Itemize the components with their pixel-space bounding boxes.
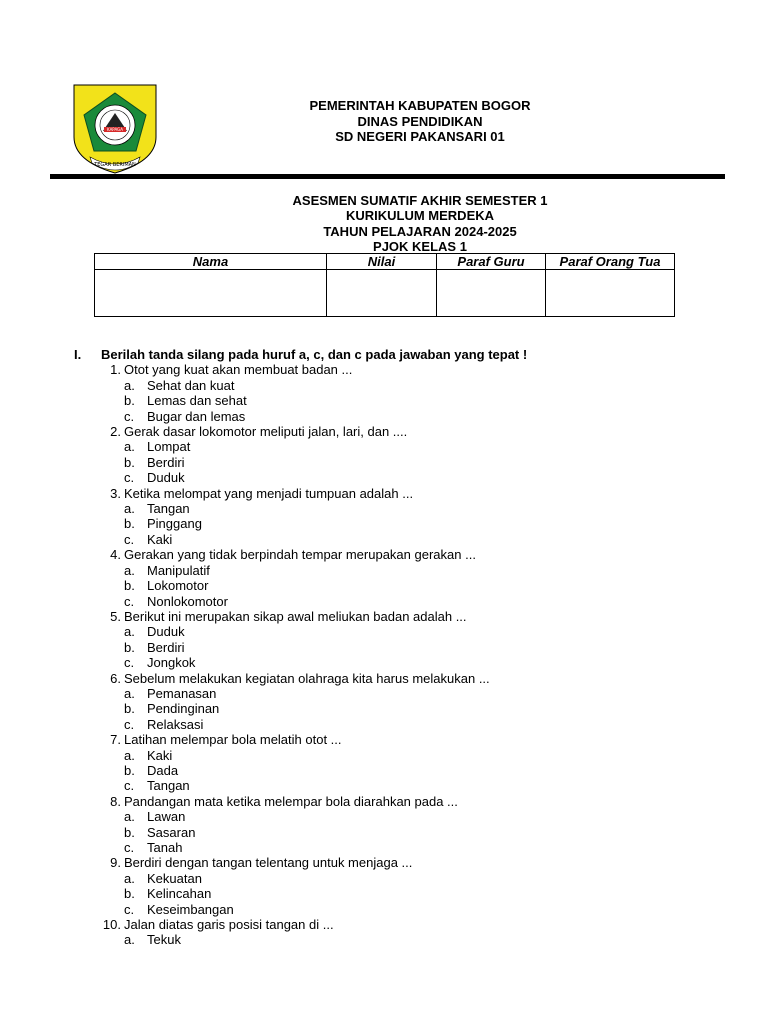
option-letter: c. — [124, 408, 135, 424]
option-letter: b. — [124, 578, 135, 594]
section-instruction — [74, 347, 527, 362]
option-letter: b. — [124, 393, 135, 409]
option-letter: c. — [124, 901, 135, 917]
question-text: Latihan melempar bola melatih otot ... — [124, 732, 342, 748]
option-text: Dada — [147, 762, 179, 778]
question-number: 10. — [102, 917, 121, 933]
question-section — [74, 347, 527, 948]
question-item — [74, 486, 527, 501]
answer-option[interactable] — [74, 886, 527, 901]
option-letter: a. — [124, 439, 135, 455]
answer-option[interactable] — [74, 871, 527, 886]
option-text: Manipulatif — [147, 562, 210, 578]
option-letter: c. — [124, 840, 135, 855]
answer-option[interactable] — [74, 640, 527, 655]
question-number: 2. — [110, 424, 121, 440]
student-identity-table — [94, 253, 675, 317]
question-item — [74, 609, 527, 624]
option-letter: c. — [124, 593, 135, 609]
paraf-orang-tua-field[interactable] — [546, 270, 675, 317]
option-text: Sehat dan kuat — [147, 377, 235, 393]
answer-option[interactable] — [74, 532, 527, 547]
option-text: Bugar dan lemas — [147, 408, 246, 424]
answer-option[interactable] — [74, 902, 527, 917]
nama-field[interactable] — [95, 270, 327, 317]
question-item — [74, 424, 527, 439]
option-letter: c. — [124, 531, 135, 547]
option-letter: a. — [124, 932, 135, 948]
header-nilai: Nilai — [327, 254, 437, 270]
answer-option[interactable] — [74, 763, 527, 778]
option-text: Sasaran — [147, 824, 196, 840]
option-letter: a. — [124, 809, 135, 825]
header-line-3: SD NEGERI PAKANSARI 01 — [335, 129, 505, 144]
option-text: Tekuk — [147, 932, 181, 948]
answer-option[interactable] — [74, 378, 527, 393]
nilai-field[interactable] — [327, 270, 437, 317]
option-letter: c. — [124, 778, 135, 794]
option-text: Pinggang — [147, 516, 202, 532]
header-divider — [50, 174, 725, 179]
option-letter: a. — [124, 624, 135, 640]
question-number: 3. — [110, 485, 121, 501]
option-text: Duduk — [147, 470, 185, 486]
question-text: Gerak dasar lokomotor meliputi jalan, lari, dan .... — [124, 424, 408, 440]
question-item — [74, 732, 527, 747]
institution-header — [190, 98, 650, 145]
answer-option[interactable] — [74, 655, 527, 670]
option-text: Lawan — [147, 809, 186, 825]
option-letter: a. — [124, 501, 135, 517]
answer-option[interactable] — [74, 686, 527, 701]
option-letter: b. — [124, 516, 135, 532]
question-number: 5. — [110, 608, 121, 624]
option-text: Keseimbangan — [147, 901, 234, 917]
answer-option[interactable] — [74, 840, 527, 855]
question-number: 4. — [110, 547, 121, 563]
question-list — [74, 362, 527, 947]
option-letter: c. — [124, 470, 135, 486]
exam-title — [190, 193, 650, 254]
option-text: Pemanasan — [147, 685, 217, 701]
option-text: Kelincahan — [147, 886, 212, 902]
answer-option[interactable] — [74, 809, 527, 824]
option-text: Pendinginan — [147, 701, 220, 717]
answer-option[interactable] — [74, 455, 527, 470]
answer-option[interactable] — [74, 501, 527, 516]
question-number: 8. — [110, 793, 121, 809]
option-text: Duduk — [147, 624, 185, 640]
header-paraf-guru: Paraf Guru — [437, 254, 546, 270]
answer-option[interactable] — [74, 578, 527, 593]
title-line-2: KURIKULUM MERDEKA — [345, 208, 495, 224]
answer-option[interactable] — [74, 470, 527, 485]
answer-option[interactable] — [74, 594, 527, 609]
answer-option[interactable] — [74, 717, 527, 732]
question-text: Otot yang kuat akan membuat badan ... — [124, 362, 353, 378]
option-text: Relaksasi — [147, 716, 204, 732]
option-letter: a. — [124, 377, 135, 393]
answer-option[interactable] — [74, 409, 527, 424]
option-text: Tangan — [147, 778, 190, 794]
option-letter: b. — [124, 762, 135, 778]
question-text: Sebelum melakukan kegiatan olahraga kita harus melakukan ... — [124, 670, 490, 686]
option-text: Tangan — [147, 501, 190, 517]
answer-option[interactable] — [74, 393, 527, 408]
question-number: 1. — [110, 362, 121, 378]
question-text: Pandangan mata ketika melempar bola diarahkan pada ... — [124, 793, 458, 809]
option-text: Tanah — [147, 840, 183, 855]
answer-option[interactable] — [74, 516, 527, 531]
question-item — [74, 917, 527, 932]
option-text: Berdiri — [147, 639, 185, 655]
question-number: 9. — [110, 855, 121, 871]
option-text: Kaki — [147, 747, 173, 763]
question-number: 6. — [110, 670, 121, 686]
title-line-3: TAHUN PELAJARAN 2024-2025 — [323, 223, 517, 239]
title-line-4: PJOK KELAS 1 — [373, 238, 467, 254]
logo-motto: TEGAR BERIMAN — [94, 162, 136, 168]
question-text: Berikut ini merupakan sikap awal meliukan badan adalah ... — [124, 608, 467, 624]
option-letter: c. — [124, 655, 135, 671]
title-line-1: ASESMEN SUMATIF AKHIR SEMESTER 1 — [292, 193, 548, 208]
kabupaten-bogor-logo — [72, 83, 158, 175]
option-letter: a. — [124, 870, 135, 886]
paraf-guru-field[interactable] — [437, 270, 546, 317]
question-item — [74, 362, 527, 377]
question-text: Jalan diatas garis posisi tangan di ... — [124, 917, 334, 933]
header-line-2: DINAS PENDIDIKAN — [357, 113, 483, 129]
question-item — [74, 855, 527, 870]
option-text: Lemas dan sehat — [147, 393, 247, 409]
option-text: Kaki — [147, 531, 173, 547]
option-letter: b. — [124, 886, 135, 902]
option-letter: a. — [124, 685, 135, 701]
answer-option[interactable] — [74, 778, 527, 793]
section-instruction-text: Berilah tanda silang pada huruf a, c, dan c pada jawaban yang tepat ! — [101, 347, 528, 362]
logo-text-mid: KAPAGA — [107, 127, 123, 132]
question-text: Berdiri dengan tangan telentang untuk menjaga ... — [124, 855, 413, 871]
question-number: 7. — [110, 732, 121, 748]
option-text: Lokomotor — [147, 578, 209, 594]
answer-option[interactable] — [74, 563, 527, 578]
section-number: I. — [74, 347, 82, 362]
option-letter: b. — [124, 824, 135, 840]
answer-option[interactable] — [74, 825, 527, 840]
option-letter: b. — [124, 701, 135, 717]
option-text: Jongkok — [147, 655, 196, 671]
option-letter: a. — [124, 747, 135, 763]
question-item — [74, 547, 527, 562]
header-nama: Nama — [95, 254, 327, 270]
answer-option[interactable] — [74, 748, 527, 763]
answer-option[interactable] — [74, 701, 527, 716]
option-text: Kekuatan — [147, 870, 202, 886]
answer-option[interactable] — [74, 439, 527, 454]
question-item — [74, 671, 527, 686]
option-text: Nonlokomotor — [147, 593, 228, 609]
header-line-1: PEMERINTAH KABUPATEN BOGOR — [309, 98, 531, 113]
question-text: Ketika melompat yang menjadi tumpuan adalah ... — [124, 485, 414, 501]
question-item — [74, 794, 527, 809]
question-text: Gerakan yang tidak berpindah tempar merupakan gerakan ... — [124, 547, 476, 563]
option-text: Berdiri — [147, 454, 185, 470]
option-text: Lompat — [147, 439, 191, 455]
option-letter: b. — [124, 454, 135, 470]
option-letter: b. — [124, 639, 135, 655]
option-letter: a. — [124, 562, 135, 578]
answer-option[interactable] — [74, 932, 527, 947]
answer-option[interactable] — [74, 624, 527, 639]
option-letter: c. — [124, 716, 135, 732]
header-paraf-orang-tua: Paraf Orang Tua — [546, 254, 675, 270]
